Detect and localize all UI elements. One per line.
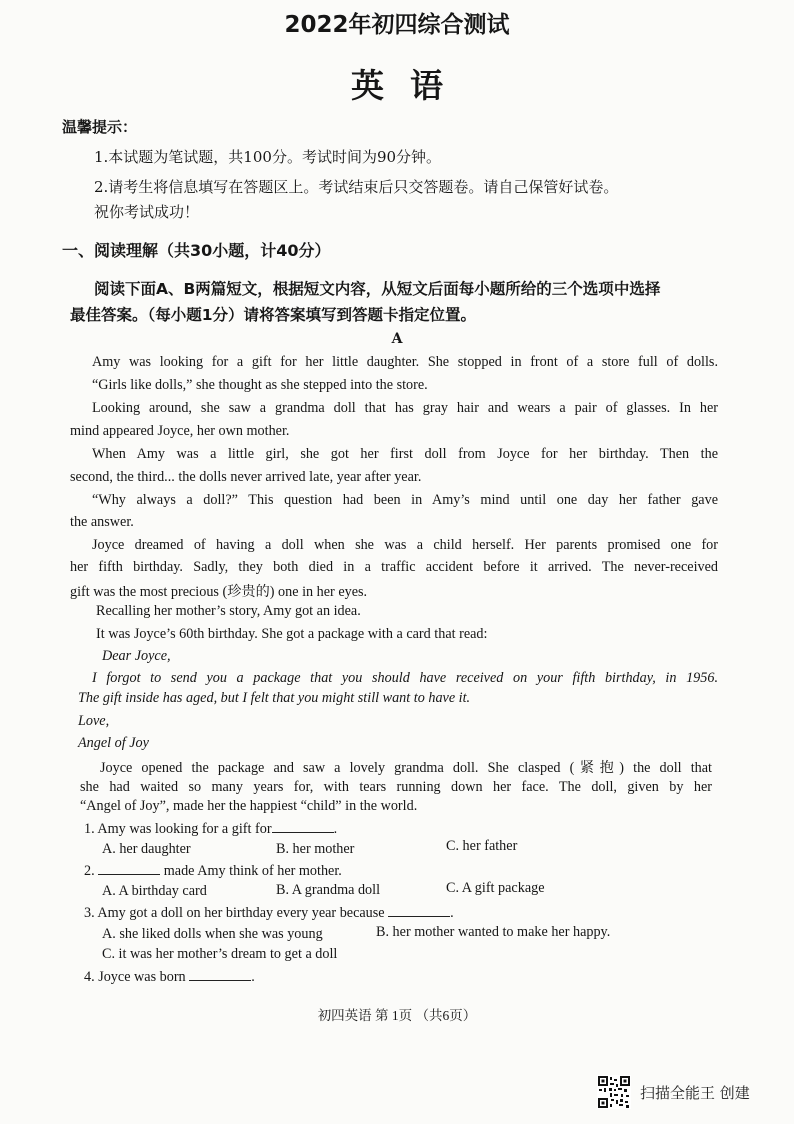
question-stem: 3. Amy got a doll on her birthday every year because bbox=[84, 905, 385, 921]
letter-line: I forgot to send you a package that you should have received on your fifth birthday, in 1956. bbox=[92, 670, 718, 686]
section-heading: 一、阅读理解（共30小题，计40分） bbox=[62, 241, 331, 260]
question-stem: 4. Joyce was born bbox=[84, 969, 186, 985]
tip-item: 2.请考生将信息填写在答题区上。考试结束后只交答题卷。请自己保管好试卷。 bbox=[94, 178, 619, 196]
passage-line: the answer. bbox=[70, 514, 134, 530]
tips-label: 温馨提示： bbox=[62, 118, 138, 136]
question-1 bbox=[84, 820, 337, 838]
option: A. her daughter bbox=[102, 841, 191, 857]
option: B. A grandma doll bbox=[276, 882, 381, 898]
passage-line: It was Joyce’s 60th birthday. She got a package with a card that read: bbox=[96, 626, 488, 642]
question-stem: 1. Amy was looking for a gift for bbox=[84, 821, 272, 837]
answer-blank bbox=[272, 820, 334, 833]
tip-item: 1.本试题为笔试题，共100分。考试时间为90分钟。 bbox=[94, 148, 442, 166]
subject-title: 英语 bbox=[351, 66, 469, 105]
answer-blank bbox=[189, 968, 251, 981]
passage-line: second, the third... the dolls never arrived late, year after year. bbox=[70, 469, 422, 485]
passage-title: A bbox=[391, 331, 403, 347]
answer-blank bbox=[388, 904, 450, 917]
passage-line: she had waited so many years for, with tears running down her face. The doll, given by her bbox=[80, 779, 712, 795]
scanner-watermark: 扫描全能王 创建 bbox=[640, 1084, 750, 1102]
letter-greeting: Dear Joyce, bbox=[102, 648, 171, 664]
page-footer: 初四英语 第 1页 （共6页） bbox=[317, 1008, 477, 1023]
letter-closing: Love, bbox=[78, 713, 110, 729]
passage-line: gift was the most precious (珍贵的) one in her eyes. bbox=[70, 584, 368, 600]
instruction-line: 阅读下面A、B两篇短文，根据短文内容，从短文后面每小题所给的三个选项中选择 bbox=[94, 280, 661, 298]
option: C. A gift package bbox=[446, 880, 545, 896]
instruction-line: 最佳答案。（每小题1分）请将答案填写到答题卡指定位置。 bbox=[70, 306, 477, 324]
option: C. it was her mother’s dream to get a doll bbox=[102, 946, 338, 962]
passage-line: Recalling her mother’s story, Amy got an idea. bbox=[96, 603, 361, 619]
option: B. her mother wanted to make her happy. bbox=[376, 924, 611, 940]
question-4 bbox=[84, 968, 255, 986]
passage-line: Looking around, she saw a grandma doll that has gray hair and wears a pair of glasses. In her bbox=[92, 400, 718, 416]
question-2 bbox=[84, 862, 342, 880]
question-stem: 2. bbox=[84, 863, 95, 879]
question-end: made Amy think of her mother. bbox=[163, 863, 342, 879]
letter-line: The gift inside has aged, but I felt that you might still want to have it. bbox=[78, 690, 471, 706]
question-end: . bbox=[251, 969, 255, 985]
passage-line: When Amy was a little girl, she got her first doll from Joyce for her birthday. Then the bbox=[92, 446, 718, 462]
letter-signature: Angel of Joy bbox=[78, 735, 149, 751]
question-end: . bbox=[450, 905, 454, 921]
option: B. her mother bbox=[276, 841, 355, 857]
exam-title: 2022年初四综合测试 bbox=[284, 12, 510, 38]
passage-line: “Why always a doll?” This question had been in Amy’s mind until one day her father gave bbox=[92, 492, 718, 508]
qr-code-icon bbox=[597, 1075, 631, 1109]
passage-line: her fifth birthday. Sadly, they both died in a traffic accident before it arrived. The never-received bbox=[70, 559, 718, 575]
question-3 bbox=[84, 904, 454, 922]
question-end: . bbox=[333, 821, 338, 837]
answer-blank bbox=[98, 862, 160, 875]
passage-line: “Girls like dolls,” she thought as she stepped into the store. bbox=[92, 377, 428, 393]
tip-item: 祝你考试成功！ bbox=[94, 203, 200, 221]
passage-line: “Angel of Joy”, made her the happiest “child” in the world. bbox=[80, 798, 418, 814]
option: A. A birthday card bbox=[102, 883, 207, 899]
option: A. she liked dolls when she was young bbox=[102, 926, 323, 942]
passage-line: mind appeared Joyce, her own mother. bbox=[70, 423, 290, 439]
passage-line: Amy was looking for a gift for her little daughter. She stopped in front of a store full of dolls. bbox=[92, 354, 718, 370]
passage-line: Joyce dreamed of having a doll when she was a child herself. Her parents promised one for bbox=[92, 537, 718, 553]
option: C. her father bbox=[446, 838, 518, 854]
passage-line: Joyce opened the package and saw a lovely grandma doll. She clasped (紧抱) the doll that bbox=[100, 760, 712, 776]
